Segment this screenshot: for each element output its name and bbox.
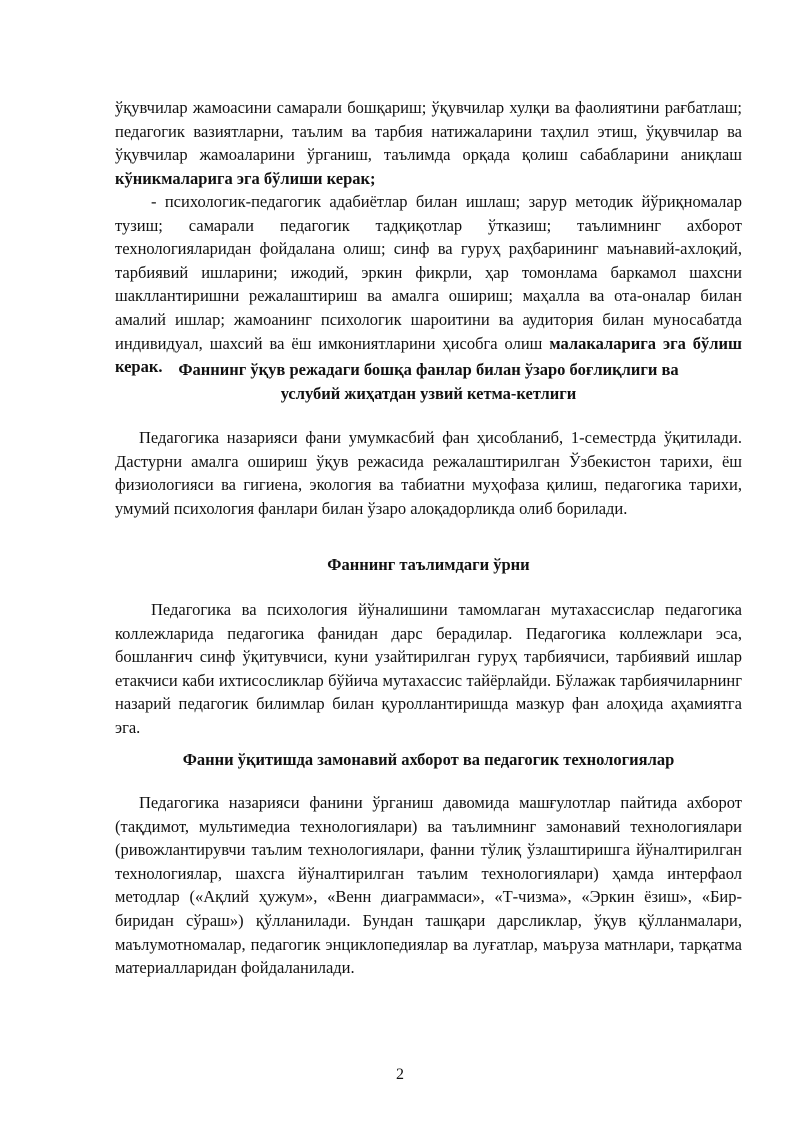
page-number: 2 xyxy=(396,1066,404,1083)
paragraph-competencies-text: - психологик-педагогик адабиётлар билан ишлаш; зарур методик йўриқномалар тузиш; самарали педагогик тадқиқотлар ўтказиш; таълимнинг ахборот технологияларидан фойдалана олиш; синф ва гуруҳ раҳбарининг маънавий-ахлоқий, тарбиявий ишларини; ижодий, эркин фикрли, ҳар томонлама баркамол шахсни шакллантиришни режалаштириш ва амалга ошириш; маҳалла ва ота-оналар билан амалий ишлар; жамоанинг психологик шароитини ва аудитория билан муносабатда индивидуал, шахсий ва ёш имкониятларини ҳисобга олиш xyxy=(115,192,742,353)
heading-interdisciplinary xyxy=(115,358,742,405)
paragraph-competencies-bold: малакаларига эга бўлиш керак. xyxy=(115,333,742,377)
paragraph-skills-bold: кўникмаларига эга бўлиши керак; xyxy=(115,168,376,188)
paragraph-role-in-education: Педагогика ва психология йўналишини тамомлаган мутахассислар педагогика коллежларида педагогика фанидан дарс берадилар. Педагогика коллежлари эса, бошланғич синф ўқитувчиси, куни узайтирилган гуруҳ тарбиячиси, тарбиявий ишлар етакчиси каби ихтисосликлар бўйича мутахассис тайёрлайди. Бўлажак тарбиячиларнинг назарий педагогик билимлар билан қуроллантиришда мазкур фан алоҳида аҳамиятга эга. xyxy=(115,600,742,737)
paragraph-technologies: Педагогика назарияси фанини ўрганиш давомида машғулотлар пайтида ахборот (тақдимот, мультимедиа технологиялари) ва таълимнинг замонавий технологиялари (ривожлантирувчи таълим технологиялари, фанни тўлиқ ўзлаштиришга йўналтирилган технологиялар, шахсга йўналтирилган таълим технологиялари) ҳамда интерфаол методлар («Ақлий ҳужум», «Венн диаграммаси», «Т-чизма», «Эркин ёзиш», «Бир-биридан сўраш») қўлланилади. Бундан ташқари дарсликлар, ўқув қўлланмалари, маълумотномалар, педагогик энциклопедиялар ва луғатлар, маъруза матнлари, тарқатма материалларидан фойдаланилади. xyxy=(115,793,742,978)
paragraph-competencies xyxy=(115,190,742,379)
paragraph-skills xyxy=(115,96,742,190)
heading-technologies: Фанни ўқитишда замонавий ахборот ва педагогик технологиялар xyxy=(182,750,675,769)
paragraph-skills-text: ўқувчилар жамоасини самарали бошқариш; ўқувчилар хулқи ва фаолиятини рағбатлаш; педагогик вазиятларни, таълим ва тарбия натижаларини таҳлил этиш, ўқувчилар ва ўқувчилар жамоаларини ўрганиш, таълимда орқада қолиш сабабларини аниқлаш xyxy=(115,98,742,165)
heading-interdisciplinary-line1: Фаннинг ўқув режадаги бошқа фанлар билан ўзаро боғлиқлиги ва xyxy=(178,360,679,379)
paragraph-interdisciplinary: Педагогика назарияси фани умумкасбий фан ҳисобланиб, 1-семестрда ўқитилади. Дастурни амалга ошириш ўқув режасида режалаштирилган Ўзбекистон тарихи, ёш физиологияси ва гигиена, экология ва табиатни муҳофаза қилиш, педагогика тарихи, умумий психология фанлари билан ўзаро алоқадорликда олиб борилади. xyxy=(115,428,742,518)
heading-role-in-education: Фаннинг таълимдаги ўрни xyxy=(327,555,530,574)
heading-interdisciplinary-line2: услубий жиҳатдан узвий кетма-кетлиги xyxy=(280,383,577,403)
